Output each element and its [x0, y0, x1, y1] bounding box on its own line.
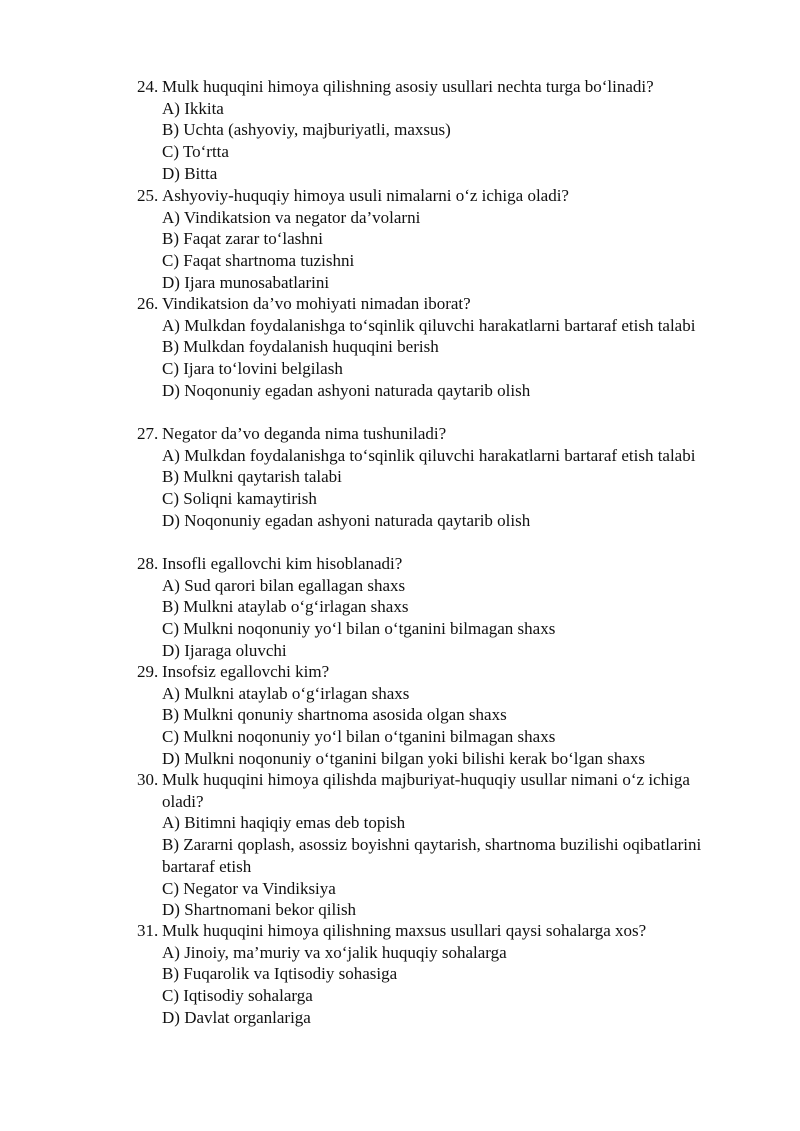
option-a: A) Ikkita [162, 98, 224, 118]
option-c: C) Negator va Vindiksiya [162, 878, 336, 898]
question-number: 30. [137, 770, 159, 789]
question-text-row [137, 769, 727, 812]
question-number: 25. [137, 186, 159, 205]
question-text-row [137, 553, 727, 575]
question-text: Vindikatsion da’vo mohiyati nimadan iborat? [162, 294, 471, 313]
question-number: 26. [137, 294, 159, 313]
option-b: B) Uchta (ashyoviy, majburiyatli, maxsus) [162, 120, 451, 140]
question-text: Negator da’vo deganda nima tushuniladi? [162, 424, 447, 443]
option-c: C) Iqtisodiy sohalarga [162, 986, 313, 1006]
question-30 [137, 769, 727, 921]
option-d: D) Shartnomani bekor qilish [162, 900, 357, 920]
question-text-row [137, 423, 727, 445]
question-number: 27. [137, 424, 159, 443]
option-b: B) Zararni qoplash, asossiz boyishni qaytarish, shartnoma buzilishi oqibatlarini bartaraf etish [162, 835, 702, 876]
option-d: D) Mulkni noqonuniy o‘tganini bilgan yoki bilishi kerak bo‘lgan shaxs [162, 748, 646, 768]
option-a: A) Mulkni ataylab o‘g‘irlagan shaxs [162, 683, 410, 703]
question-text: Mulk huquqini himoya qilishda majburiyat-huquqiy usullar nimani o‘z ichiga oladi? [162, 770, 690, 811]
question-text: Ashyoviy-huquqiy himoya usuli nimalarni o‘z ichiga oladi? [162, 186, 569, 205]
option-a: A) Mulkdan foydalanishga to‘sqinlik qiluvchi harakatlarni bartaraf etish talabi [162, 445, 696, 465]
question-25 [137, 185, 727, 294]
question-31 [137, 920, 727, 1029]
option-a: A) Sud qarori bilan egallagan shaxs [162, 575, 406, 595]
question-number: 24. [137, 77, 159, 96]
option-d: D) Ijaraga oluvchi [162, 640, 287, 660]
question-29 [137, 661, 727, 770]
option-b: B) Fuqarolik va Iqtisodiy sohasiga [162, 964, 398, 984]
option-b: B) Mulkni qaytarish talabi [162, 467, 342, 487]
question-27 [137, 423, 727, 532]
question-text: Insofli egallovchi kim hisoblanadi? [162, 554, 403, 573]
option-a: A) Mulkdan foydalanishga to‘sqinlik qiluvchi harakatlarni bartaraf etish talabi [162, 315, 696, 335]
option-c: C) Faqat shartnoma tuzishni [162, 251, 355, 271]
question-number: 29. [137, 662, 159, 681]
question-28 [137, 553, 727, 662]
option-c: C) Ijara to‘lovini belgilash [162, 359, 343, 379]
option-a: A) Vindikatsion va negator da’volarni [162, 207, 421, 227]
option-b: B) Faqat zarar to‘lashni [162, 229, 323, 249]
question-text-row [137, 185, 727, 207]
option-c: C) Mulkni noqonuniy yo‘l bilan o‘tganini bilmagan shaxs [162, 619, 556, 639]
option-d: D) Noqonuniy egadan ashyoni naturada qaytarib olish [162, 510, 531, 530]
option-a: A) Bitimni haqiqiy emas deb topish [162, 813, 406, 833]
option-d: D) Ijara munosabatlarini [162, 272, 330, 292]
question-text-row [137, 76, 727, 98]
option-b: B) Mulkni ataylab o‘g‘irlagan shaxs [162, 597, 409, 617]
question-text-row [137, 293, 727, 315]
option-d: D) Noqonuniy egadan ashyoni naturada qaytarib olish [162, 380, 531, 400]
option-c: C) To‘rtta [162, 142, 229, 162]
option-d: D) Davlat organlariga [162, 1007, 311, 1027]
question-text-row [137, 920, 727, 942]
option-d: D) Bitta [162, 163, 218, 183]
option-b: B) Mulkni qonuniy shartnoma asosida olgan shaxs [162, 705, 507, 725]
question-text-row [137, 661, 727, 683]
question-number: 28. [137, 554, 159, 573]
question-text: Mulk huquqini himoya qilishning asosiy usullari nechta turga bo‘linadi? [162, 77, 654, 96]
option-a: A) Jinoiy, ma’muriy va xo‘jalik huquqiy sohalarga [162, 942, 507, 962]
option-c: C) Mulkni noqonuniy yo‘l bilan o‘tganini bilmagan shaxs [162, 727, 556, 747]
question-text: Insofsiz egallovchi kim? [162, 662, 330, 681]
question-26 [137, 293, 727, 402]
question-number: 31. [137, 921, 159, 940]
question-text: Mulk huquqini himoya qilishning maxsus usullari qaysi sohalarga xos? [162, 921, 647, 940]
option-b: B) Mulkdan foydalanish huquqini berish [162, 337, 439, 357]
question-24 [137, 76, 727, 185]
option-c: C) Soliqni kamaytirish [162, 489, 317, 509]
